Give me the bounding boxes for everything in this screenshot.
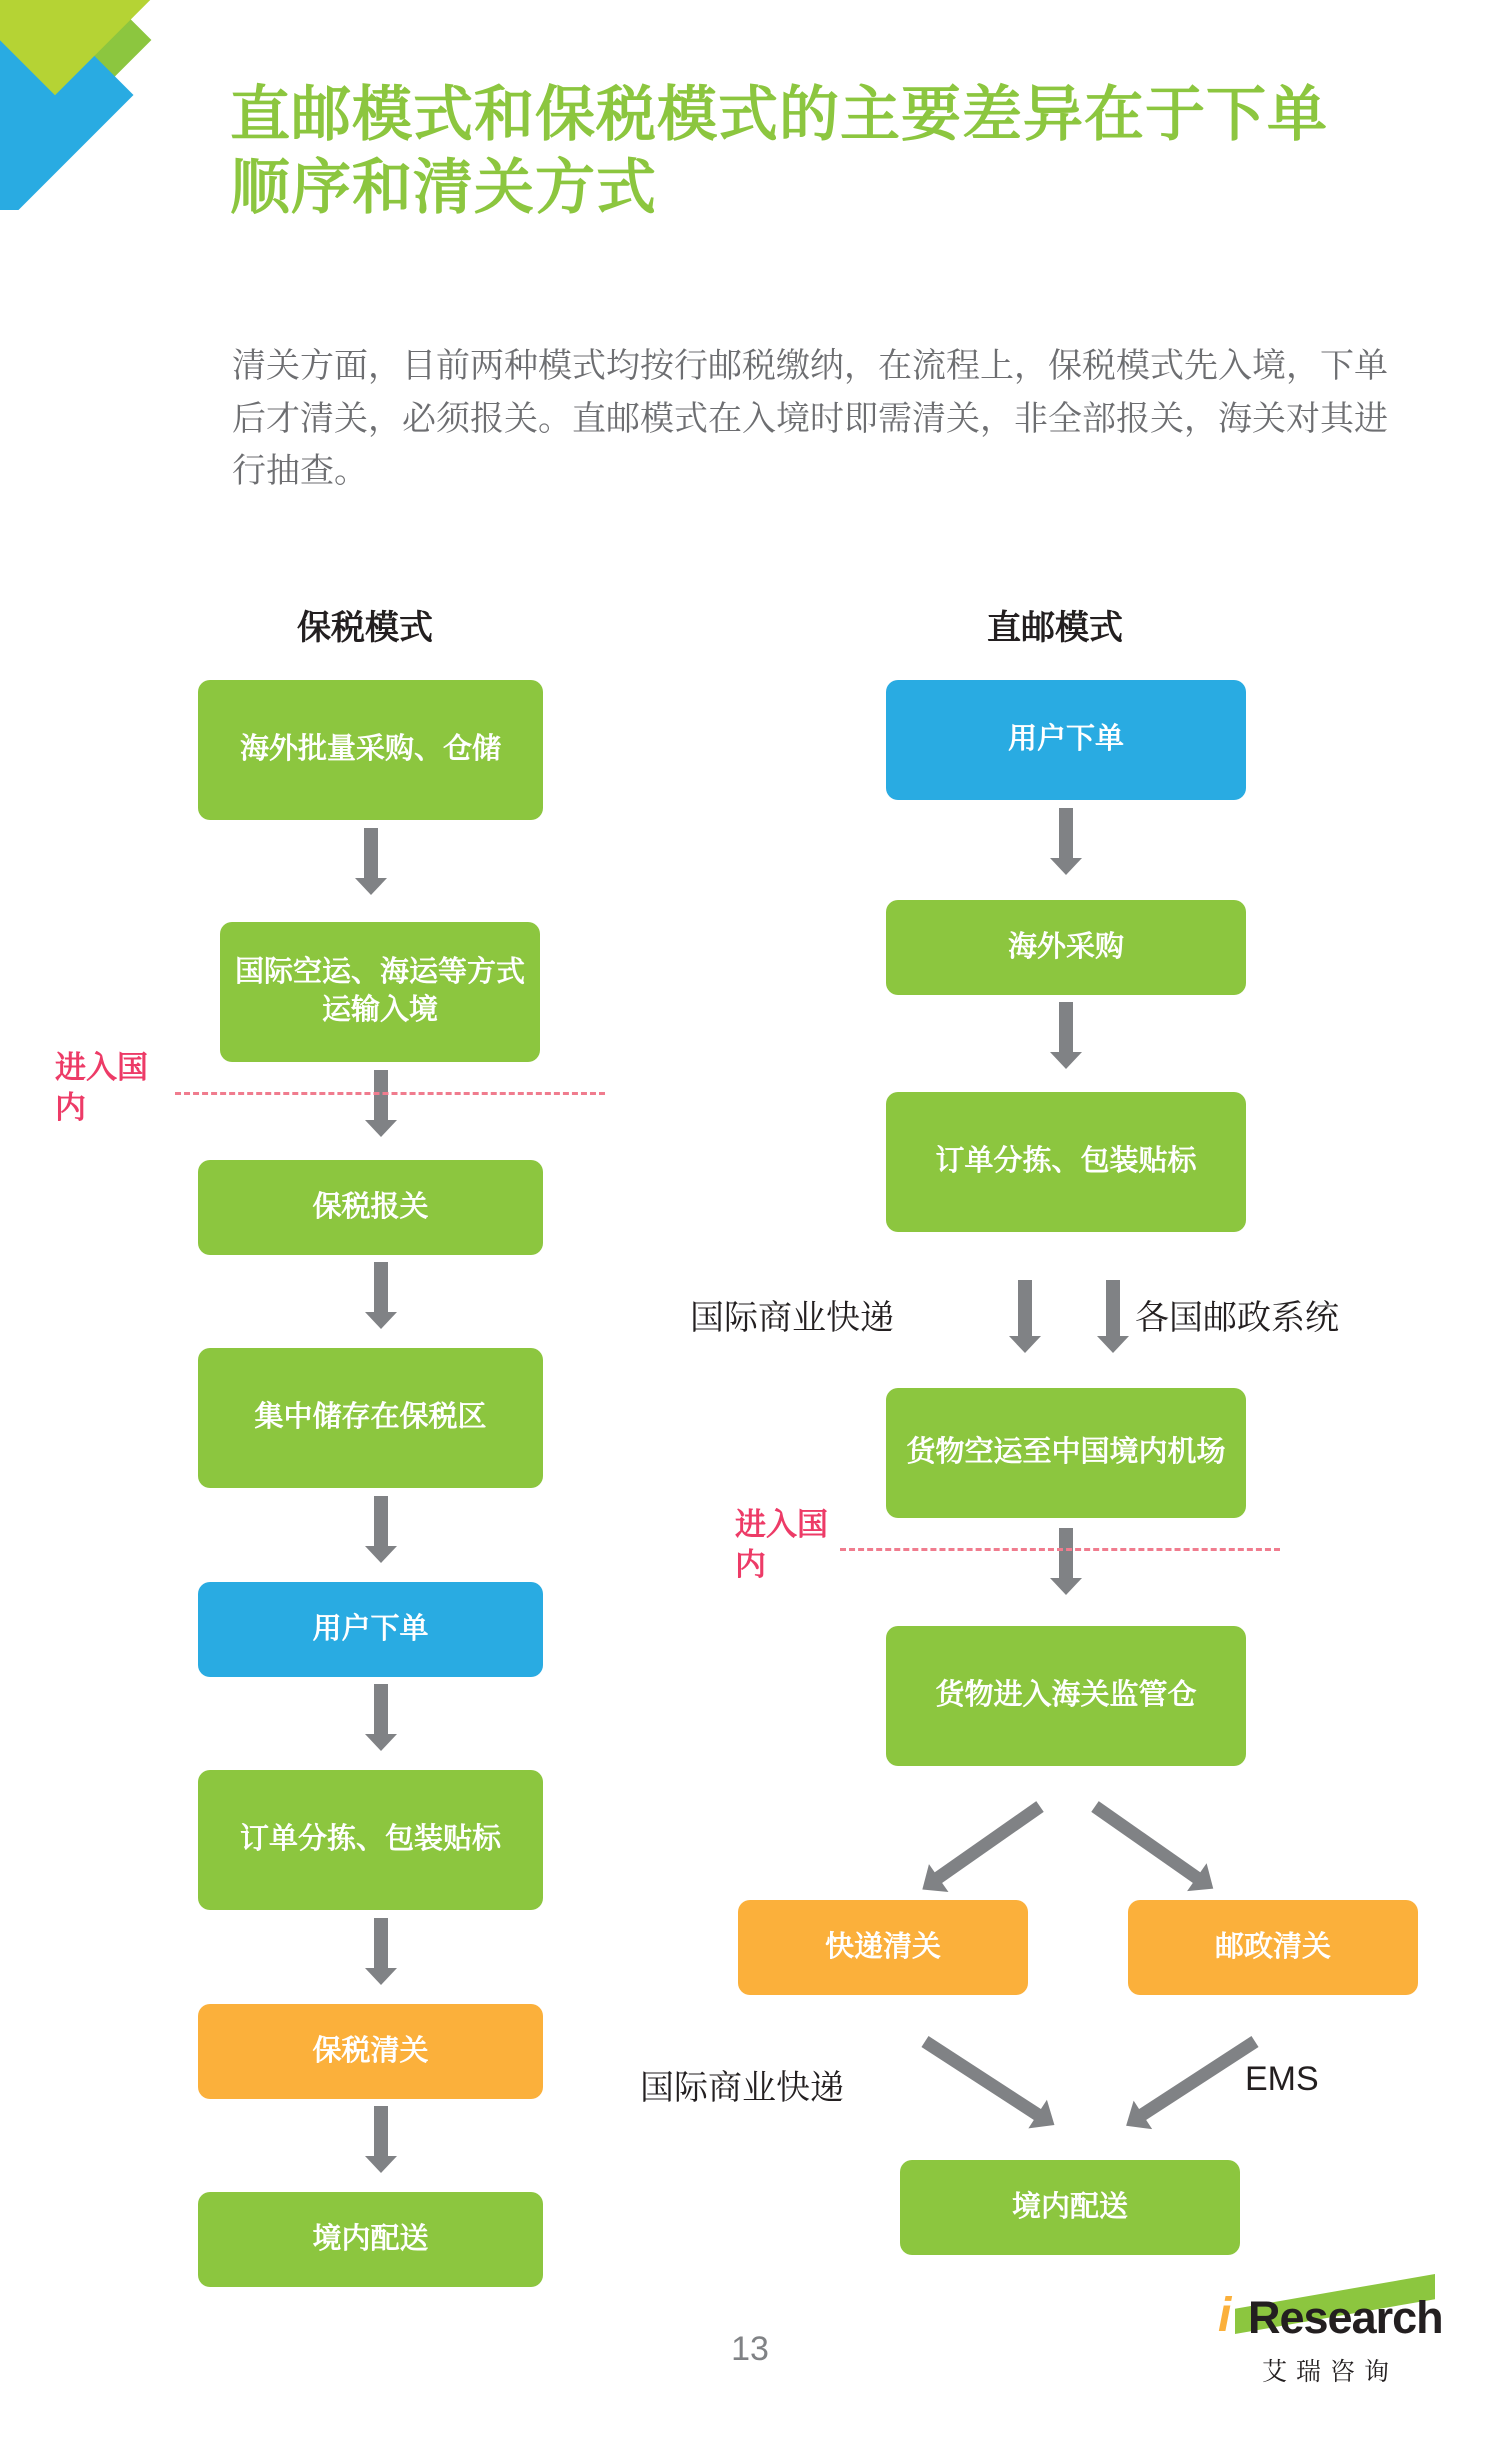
node-bonded-4: 集中储存在保税区 [198, 1348, 543, 1488]
arrow-express-to-airport [1018, 1280, 1032, 1338]
arrow-merge-right [1134, 2036, 1258, 2123]
border-line-right [840, 1548, 1280, 1551]
arrow-bonded-4-5 [374, 1496, 388, 1548]
arrow-split-right [1091, 1801, 1205, 1886]
label-express-bottom: 国际商业快递 [640, 2069, 844, 2107]
node-bonded-8: 境内配送 [198, 2192, 543, 2287]
column-header-bonded: 保税模式 [297, 609, 433, 647]
iresearch-logo [1130, 2280, 1443, 2410]
arrow-bonded-5-6 [374, 1684, 388, 1736]
page-subtitle: 清关方面，目前两种模式均按行邮税缴纳，在流程上，保税模式先入境，下单后才清关，必须报关。直邮模式在入境时即需清关，非全部报关，海关对其进行抽查。 [232, 347, 1388, 491]
label-postal-top: 各国邮政系统 [1135, 1299, 1339, 1337]
label-express-top: 国际商业快递 [690, 1299, 894, 1337]
arrow-bonded-1-2 [364, 828, 378, 880]
node-bonded-3: 保税报关 [198, 1160, 543, 1255]
arrow-direct-1-2 [1059, 808, 1073, 860]
node-direct-8: 境内配送 [900, 2160, 1240, 2255]
arrow-direct-4-5 [1059, 1528, 1073, 1580]
arrow-bonded-7-8 [374, 2106, 388, 2158]
page-title: 直邮模式和保税模式的主要差异在于下单顺序和清关方式 [230, 81, 1328, 222]
node-direct-1: 用户下单 [886, 680, 1246, 800]
border-line-left [175, 1092, 605, 1095]
arrow-split-left [930, 1801, 1044, 1886]
decorative-corner [0, 0, 190, 210]
arrow-bonded-2-3 [374, 1070, 388, 1122]
arrow-bonded-6-7 [374, 1918, 388, 1970]
node-bonded-7: 保税清关 [198, 2004, 543, 2099]
arrow-postal-to-airport [1106, 1280, 1120, 1338]
node-bonded-5: 用户下单 [198, 1582, 543, 1677]
node-direct-2: 海外采购 [886, 900, 1246, 995]
page-number: 13 [731, 2330, 769, 2368]
node-bonded-2: 国际空运、海运等方式运输入境 [220, 922, 540, 1062]
logo-i: i [1218, 2289, 1232, 2342]
arrow-direct-2-3 [1059, 1002, 1073, 1054]
logo-chinese-name: 艾瑞咨询 [1262, 2358, 1399, 2386]
node-bonded-6: 订单分拣、包装贴标 [198, 1770, 543, 1910]
logo-text: Research [1248, 2292, 1443, 2343]
node-direct-4: 货物空运至中国境内机场 [886, 1388, 1246, 1518]
enter-china-label-right: 进入国内 [735, 1507, 828, 1582]
node-bonded-1: 海外批量采购、仓储 [198, 680, 543, 820]
label-ems: EMS [1245, 2060, 1319, 2098]
node-direct-7-postal-clearance: 邮政清关 [1128, 1900, 1418, 1995]
node-direct-6-express-clearance: 快递清关 [738, 1900, 1028, 1995]
node-direct-3: 订单分拣、包装贴标 [886, 1092, 1246, 1232]
column-header-direct: 直邮模式 [987, 609, 1123, 647]
arrow-merge-left [921, 2036, 1045, 2123]
enter-china-label-left: 进入国内 [55, 1050, 148, 1125]
arrow-bonded-3-4 [374, 1262, 388, 1314]
node-direct-5: 货物进入海关监管仓 [886, 1626, 1246, 1766]
